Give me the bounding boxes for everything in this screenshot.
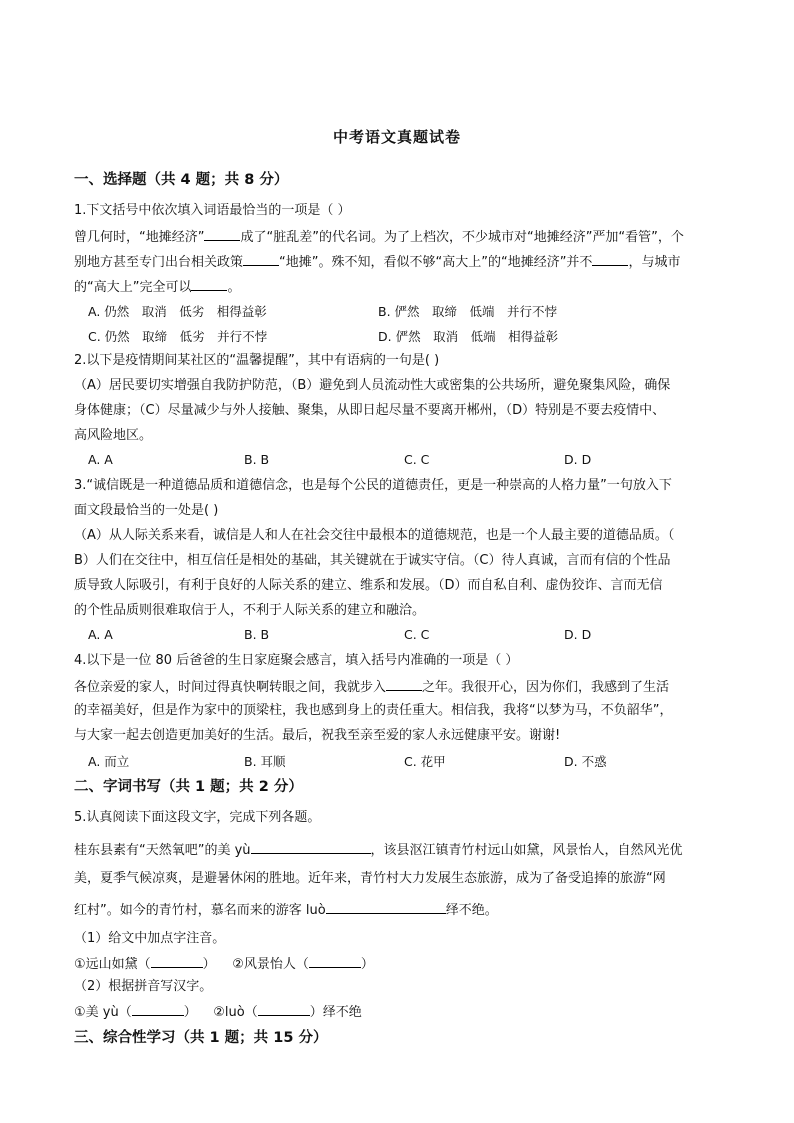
q1-text: 别地方甚至专门出台相关政策	[74, 255, 244, 270]
q5-text: ）	[360, 957, 374, 972]
q5-passage-line-3	[74, 900, 726, 920]
q1-option-d[interactable]: D. 俨然 取消 低端 相得益彰	[378, 329, 559, 344]
q5-text: ，该县沤江镇青竹村远山如黛，风景怡人，自然风光优	[370, 843, 683, 858]
q4-passage-line-1	[74, 677, 726, 697]
q4-passage-line-3: 与大家一起去创造更加美好的生活。最后，祝我至亲至爱的家人永远健康平安。谢谢!	[74, 728, 561, 743]
q1-text: 曾几何时，“地摊经济”	[74, 230, 205, 245]
q1-option-c[interactable]: C. 仍然 取缔 低劣 并行不悖	[88, 329, 268, 344]
q1-option-b[interactable]: B. 俨然 取缔 低端 并行不悖	[378, 304, 558, 319]
q2-option-b[interactable]: B. B	[244, 452, 270, 467]
answer-blank-1[interactable]	[151, 954, 203, 968]
q1-stem: 1.下文括号中依次填入词语最恰当的一项是（ ）	[74, 203, 351, 218]
q5-text: ①美 yù（	[74, 1005, 132, 1020]
q3-passage-line-1: （A）从人际关系来看，诚信是人和人在社会交往中最根本的道德规范，也是一个人最主要的道德品质。（	[74, 528, 675, 543]
q3-passage-line-3: 质导致人际吸引，有利于良好的人际关系的建立、维系和发展。（D）而自私自利、虚伪狡诈、言而无信	[74, 578, 663, 593]
q1-text: 的“高大上”完全可以	[74, 280, 192, 295]
q1-text: 。	[227, 280, 241, 295]
q3-option-d[interactable]: D. D	[564, 627, 592, 642]
q5-text: ）绎不绝	[309, 1005, 362, 1020]
q3-passage-line-4: 的个性品质则很难取信于人，不利于人际关系的建立和融洽。	[74, 603, 426, 618]
q2-passage-line-3: 高风险地区。	[74, 428, 153, 443]
q2-stem: 2.以下是疫情期间某社区的“温馨提醒”，其中有语病的一句是( )	[74, 353, 440, 368]
q4-option-a[interactable]: A. 而立	[88, 754, 130, 769]
q5-sub-1-answers	[74, 954, 726, 974]
q1-text: 成了“脏乱差”的代名词。为了上档次，不少城市对“地摊经济”严加“看管”，个	[240, 230, 684, 245]
q4-stem: 4.以下是一位 80 后爸爸的生日家庭聚会感言，填入括号内准确的一项是（ ）	[74, 653, 519, 668]
q4-text: 之年。我很开心，因为你们，我感到了生活	[422, 680, 670, 695]
q1-blank-2	[243, 252, 279, 266]
q5-blank-luo[interactable]	[326, 900, 446, 914]
q3-passage-line-2: B）人们在交往中，相互信任是相处的基础，其关键就在于诚实守信。（C）待人真诚，言而有信的个性品	[74, 553, 671, 568]
q3-stem-line-2: 面文段最恰当的一处是( )	[74, 503, 219, 518]
q5-sub-2-answers	[74, 1002, 726, 1022]
q5-text: ）	[183, 1005, 197, 1020]
section-heading-comprehensive: 三、综合性学习（共 1 题；共 15 分）	[74, 1030, 328, 1046]
q4-option-c[interactable]: C. 花甲	[404, 754, 446, 769]
q5-passage-line-1	[74, 840, 726, 860]
q2-option-d[interactable]: D. D	[564, 452, 592, 467]
q3-option-a[interactable]: A. A	[88, 627, 113, 642]
q4-option-b[interactable]: B. 耳顺	[244, 754, 286, 769]
q1-text: ，与城市	[628, 255, 681, 270]
answer-blank-3[interactable]	[132, 1002, 184, 1016]
q1-passage-line-1	[74, 227, 726, 247]
q4-passage-line-2: 的幸福美好，但是作为家中的顶梁柱，我也感到身上的责任重大。相信我，我将“以梦为马，不负韶华”，	[74, 703, 673, 718]
q3-option-b[interactable]: B. B	[244, 627, 270, 642]
q1-option-a[interactable]: A. 仍然 取消 低劣 相得益彰	[88, 304, 267, 319]
q4-blank	[386, 677, 422, 691]
q5-blank-yu[interactable]	[251, 840, 371, 854]
q1-passage-line-3	[74, 277, 726, 297]
answer-blank-2[interactable]	[309, 954, 361, 968]
q5-text: ②luò（	[213, 1005, 258, 1020]
q5-text: ）	[202, 957, 216, 972]
q2-passage-line-1: （A）居民要切实增强自我防护防范，（B）避免到人员流动性大或密集的公共场所，避免聚集风险，确保	[74, 378, 671, 393]
q5-text: ①远山如黛（	[74, 957, 151, 972]
q5-sub-question-1: （1）给文中加点字注音。	[74, 931, 226, 946]
q5-stem: 5.认真阅读下面这段文字，完成下列各题。	[74, 810, 321, 825]
q5-sub-question-2: （2）根据拼音写汉字。	[74, 979, 213, 994]
q3-option-c[interactable]: C. C	[404, 627, 430, 642]
q1-passage-line-2	[74, 252, 726, 272]
q3-stem-line-1: 3.“诚信既是一种道德品质和道德信念，也是每个公民的道德责任，更是一种崇高的人格力量”一句放入下	[74, 478, 672, 493]
section-heading-writing: 二、字词书写（共 1 题；共 2 分）	[74, 779, 303, 795]
answer-blank-4[interactable]	[258, 1002, 310, 1016]
q1-blank-1	[204, 227, 240, 241]
q5-text: 桂东县素有“天然氧吧”的美 yù	[74, 843, 251, 858]
q4-text: 各位亲爱的家人，时间过得真快啊转眼之间，我就步入	[74, 680, 387, 695]
q1-blank-3	[592, 252, 628, 266]
q5-text: 红村”。如今的青竹村，慕名而来的游客 luò	[74, 903, 326, 918]
q5-passage-line-2: 美，夏季气候凉爽，是避暑休闲的胜地。近年来，青竹村大力发展生态旅游，成为了备受追捧的旅游“网	[74, 871, 666, 886]
q2-option-c[interactable]: C. C	[404, 452, 430, 467]
q5-text: 绎不绝。	[445, 903, 498, 918]
section-heading-choice: 一、选择题（共 4 题；共 8 分）	[74, 172, 289, 188]
q1-text: “地摊”。殊不知，看似不够“高大上”的“地摊经济”并不	[279, 255, 593, 270]
page-title: 中考语文真题试卷	[332, 128, 461, 146]
q2-option-a[interactable]: A. A	[88, 452, 113, 467]
q1-blank-4	[191, 277, 227, 291]
q4-option-d[interactable]: D. 不惑	[564, 754, 607, 769]
q5-text: ②风景怡人（	[232, 957, 309, 972]
q2-passage-line-2: 身体健康；（C）尽量减少与外人接触、聚集，从即日起尽量不要离开郴州，（D）特别是不要去疫情中、	[74, 403, 666, 418]
